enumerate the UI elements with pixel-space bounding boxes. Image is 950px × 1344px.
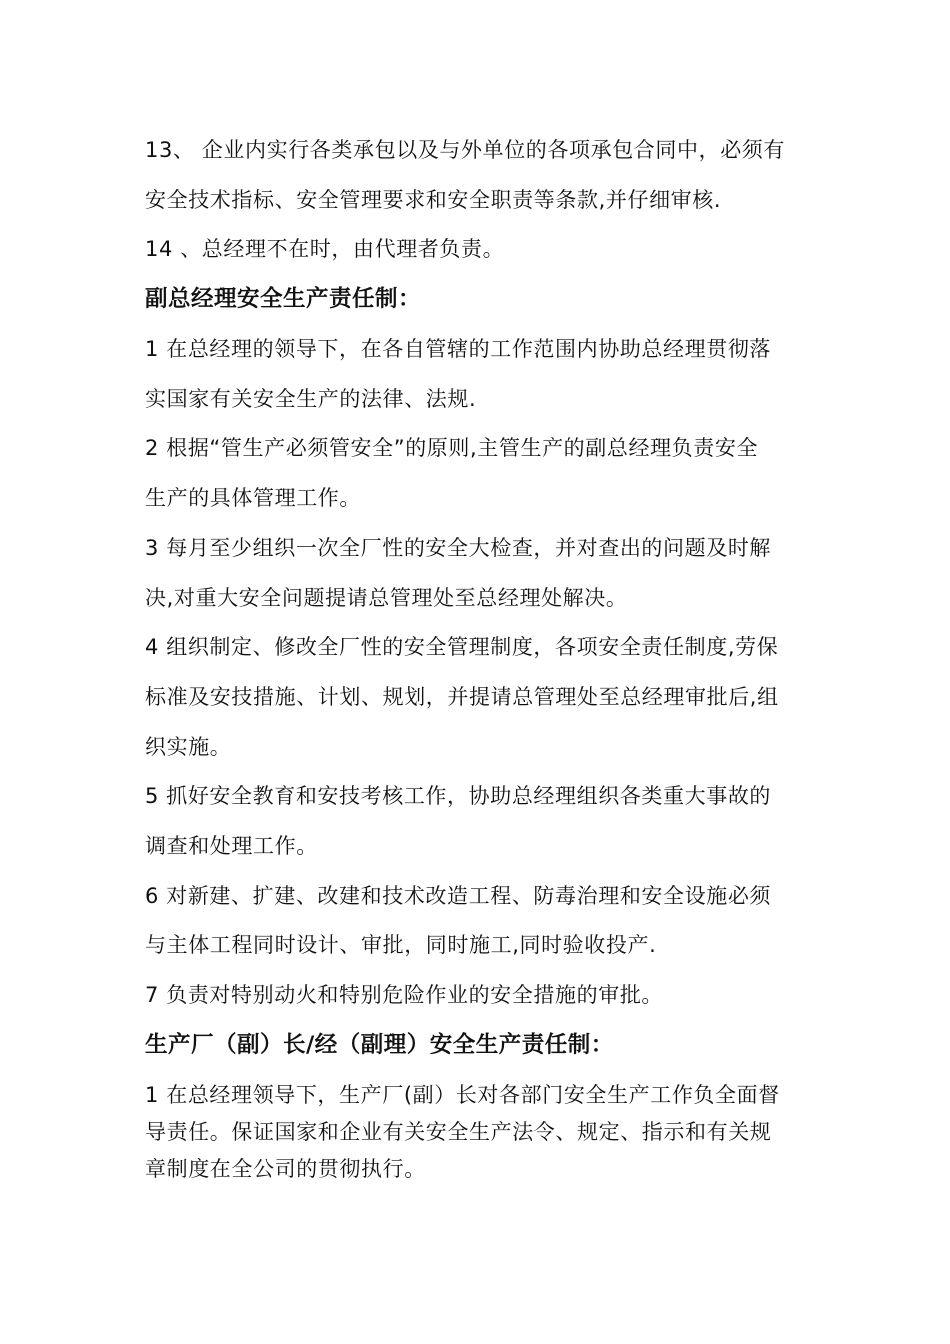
s1-item-2-line-1: 2 根据“管生产必须管安全”的原则,主管生产的副总经理负责安全 <box>145 436 759 460</box>
s1-item-5-line-1: 5 抓好安全教育和安技考核工作，协助总经理组织各类重大事故的 <box>145 784 772 808</box>
section-heading-deputy-gm: 副总经理安全生产责任制： <box>145 286 422 312</box>
section-heading-plant-manager: 生产厂（副）长/经（副理）安全生产责任制： <box>145 1032 614 1058</box>
item-14-line-1: 14 、总经理不在时，由代理者负责。 <box>145 237 505 261</box>
s1-item-7-line-1: 7 负责对特别动火和特别危险作业的安全措施的审批。 <box>145 983 664 1007</box>
s1-item-4-line-2: 标准及安技措施、计划、规划，并提请总管理处至总经理审批后,组 <box>145 685 779 709</box>
s1-item-2-line-2: 生产的具体管理工作。 <box>145 486 361 510</box>
s1-item-6-line-2: 与主体工程同时设计、审批，同时施工,同时验收投产. <box>145 933 657 957</box>
s2-item-1-line-1: 1 在总经理领导下，生产厂(副）长对各部门安全生产工作负全面督 <box>145 1083 780 1107</box>
s1-item-3-line-1: 3 每月至少组织一次全厂性的安全大检查，并对查出的问题及时解 <box>145 536 772 560</box>
item-13-line-1: 13、 企业内实行各类承包以及与外单位的各项承包合同中，必须有 <box>145 138 785 162</box>
s1-item-1-line-1: 1 在总经理的领导下，在各自管辖的工作范围内协助总经理贯彻落 <box>145 337 772 361</box>
s1-item-5-line-2: 调查和处理工作。 <box>145 834 318 858</box>
s1-item-4-line-1: 4 组织制定、修改全厂性的安全管理制度，各项安全责任制度,劳保 <box>145 635 779 659</box>
s2-item-1-line-3: 章制度在全公司的贯彻执行。 <box>145 1157 426 1181</box>
s2-item-1-line-2: 导责任。保证国家和企业有关安全生产法令、规定、指示和有关规 <box>145 1120 772 1144</box>
s1-item-1-line-2: 实国家有关安全生产的法律、法规. <box>145 387 477 411</box>
item-13-line-2: 安全技术指标、安全管理要求和安全职责等条款,并仔细审核. <box>145 188 722 212</box>
s1-item-4-line-3: 织实施。 <box>145 735 232 759</box>
s1-item-6-line-1: 6 对新建、扩建、改建和技术改造工程、防毒治理和安全设施必须 <box>145 884 772 908</box>
s1-item-3-line-2: 决,对重大安全问题提请总管理处至总经理处解决。 <box>145 586 628 610</box>
